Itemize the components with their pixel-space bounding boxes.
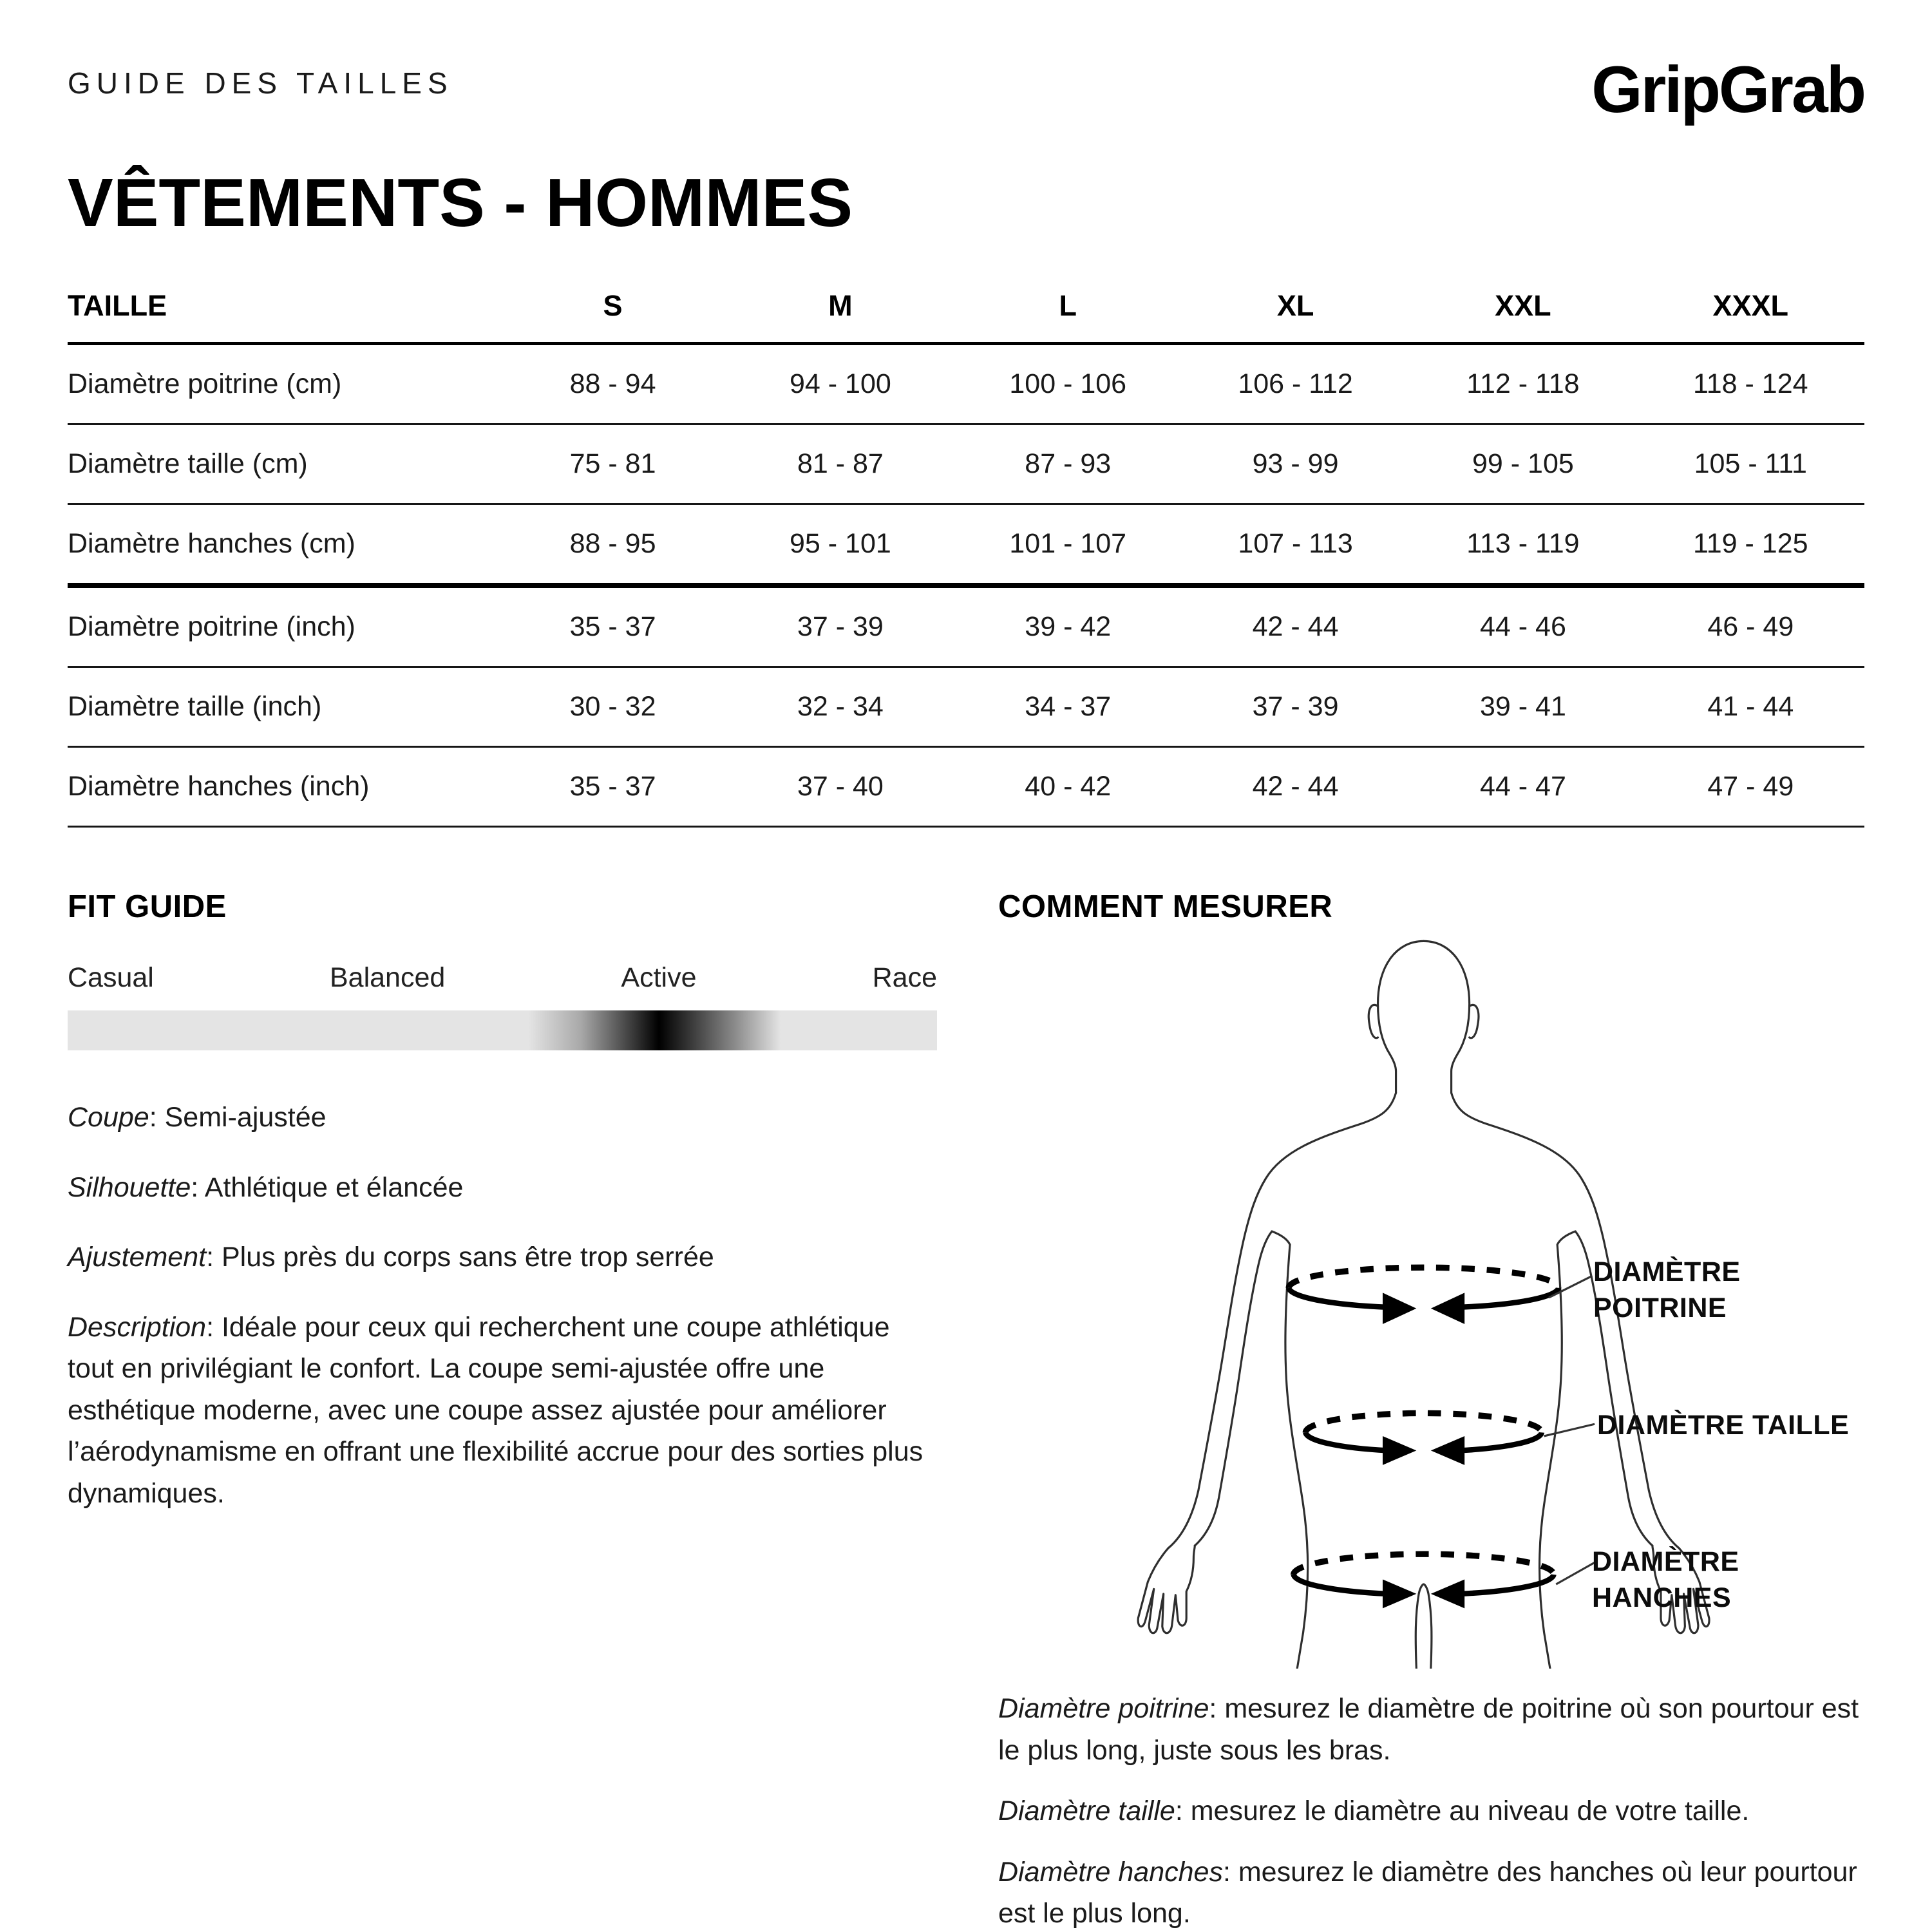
note-hips bbox=[998, 1852, 1864, 1932]
size-cell: 37 - 39 bbox=[797, 611, 884, 643]
fit-guide-section bbox=[68, 889, 937, 1932]
fit-scale-label-balanced: Balanced bbox=[329, 962, 446, 994]
size-cell: 34 - 37 bbox=[1025, 691, 1112, 723]
measure-notes bbox=[998, 1688, 1864, 1932]
size-cell: 118 - 124 bbox=[1693, 368, 1808, 400]
size-cell: 112 - 118 bbox=[1466, 368, 1580, 400]
hips-label-connector bbox=[1556, 1563, 1595, 1585]
size-column-header: XL bbox=[1276, 289, 1314, 323]
size-cell: 30 - 32 bbox=[569, 691, 656, 723]
fit-scale-gradient-bar bbox=[68, 1010, 937, 1050]
guide-eyebrow: GUIDE DES TAILLES bbox=[68, 66, 453, 100]
row-label: Diamètre taille (cm) bbox=[68, 448, 308, 480]
table-row bbox=[68, 585, 1864, 667]
size-cell: 105 - 111 bbox=[1694, 448, 1807, 480]
page-title: VÊTEMENTS - HOMMES bbox=[68, 165, 853, 241]
size-cell: 94 - 100 bbox=[789, 368, 891, 400]
table-row bbox=[68, 424, 1864, 504]
chest-label-line2: POITRINE bbox=[1593, 1293, 1727, 1324]
row-label: Diamètre poitrine (cm) bbox=[68, 368, 342, 400]
size-cell: 37 - 40 bbox=[797, 771, 884, 802]
measurement-figure bbox=[998, 934, 1864, 1678]
detail-text: : Athlétique et élancée bbox=[191, 1171, 464, 1203]
detail-label: Ajustement bbox=[68, 1242, 207, 1273]
arrow-left-icon bbox=[1431, 1580, 1464, 1609]
size-cell: 81 - 87 bbox=[797, 448, 884, 480]
arrow-left-icon bbox=[1431, 1436, 1464, 1465]
fit-scale-label-active: Active bbox=[621, 962, 697, 994]
note-label: Diamètre taille bbox=[998, 1795, 1175, 1827]
fit-scale-label-casual: Casual bbox=[68, 962, 154, 994]
size-cell: 75 - 81 bbox=[569, 448, 656, 480]
size-cell: 106 - 112 bbox=[1238, 368, 1353, 400]
size-cell: 119 - 125 bbox=[1693, 528, 1808, 560]
fit-scale-labels bbox=[68, 962, 937, 994]
size-cell: 101 - 107 bbox=[1009, 528, 1127, 560]
table-row bbox=[68, 667, 1864, 747]
chest-label-line1: DIAMÈTRE bbox=[1593, 1256, 1741, 1288]
note-text: : mesurez le diamètre des hanches où leur pourtour est le plus long. bbox=[998, 1856, 1857, 1929]
detail-label: Coupe bbox=[68, 1102, 149, 1133]
row-label: Diamètre poitrine (inch) bbox=[68, 611, 355, 643]
size-table-header-row bbox=[68, 289, 1864, 344]
size-cell: 88 - 94 bbox=[569, 368, 656, 400]
hips-label-line1: DIAMÈTRE bbox=[1592, 1546, 1739, 1578]
size-cell: 47 - 49 bbox=[1707, 771, 1794, 802]
size-column-header: L bbox=[1059, 289, 1077, 323]
page-header bbox=[68, 53, 1864, 126]
how-to-measure-section bbox=[998, 889, 1864, 1932]
fit-scale-label-race: Race bbox=[872, 962, 937, 994]
hips-label-line2: HANCHES bbox=[1592, 1582, 1732, 1614]
waist-label-connector bbox=[1544, 1425, 1595, 1437]
arrow-right-icon bbox=[1383, 1436, 1416, 1465]
size-column-header: XXXL bbox=[1712, 289, 1789, 323]
row-label: Diamètre hanches (cm) bbox=[68, 528, 355, 560]
detail-label: Description bbox=[68, 1311, 207, 1343]
note-label: Diamètre poitrine bbox=[998, 1693, 1209, 1725]
fit-guide-heading: FIT GUIDE bbox=[68, 889, 227, 925]
size-cell: 37 - 39 bbox=[1252, 691, 1339, 723]
size-column-header: S bbox=[603, 289, 623, 323]
fit-detail-coupe bbox=[68, 1097, 937, 1139]
waist-measure-label bbox=[1597, 1408, 1849, 1444]
size-cell: 41 - 44 bbox=[1707, 691, 1794, 723]
how-to-measure-heading: COMMENT MESURER bbox=[998, 889, 1333, 925]
size-column-header: TAILLE bbox=[68, 289, 167, 323]
arrow-right-icon bbox=[1383, 1580, 1416, 1609]
detail-label: Silhouette bbox=[68, 1171, 191, 1203]
fit-detail-description bbox=[68, 1307, 937, 1515]
row-label: Diamètre hanches (inch) bbox=[68, 771, 370, 802]
note-chest bbox=[998, 1688, 1864, 1771]
note-text: : mesurez le diamètre au niveau de votre taille. bbox=[1175, 1795, 1750, 1827]
arrow-right-icon bbox=[1383, 1293, 1416, 1325]
size-cell: 42 - 44 bbox=[1252, 611, 1339, 643]
size-cell: 100 - 106 bbox=[1009, 368, 1127, 400]
size-cell: 95 - 101 bbox=[789, 528, 891, 560]
size-cell: 113 - 119 bbox=[1466, 528, 1580, 560]
size-cell: 42 - 44 bbox=[1252, 771, 1339, 802]
size-cell: 44 - 46 bbox=[1479, 611, 1566, 643]
lower-sections bbox=[68, 889, 1864, 1932]
note-label: Diamètre hanches bbox=[998, 1856, 1223, 1888]
chest-label-connector bbox=[1549, 1276, 1592, 1298]
chest-measure-ring bbox=[1289, 1267, 1592, 1324]
note-text: : mesurez le diamètre de poitrine où son pourtour est le plus long, juste sous les bras. bbox=[998, 1693, 1859, 1766]
size-table bbox=[68, 289, 1864, 828]
size-cell: 39 - 41 bbox=[1479, 691, 1566, 723]
size-cell: 35 - 37 bbox=[569, 771, 656, 802]
size-table-body bbox=[68, 344, 1864, 827]
size-cell: 44 - 47 bbox=[1479, 771, 1566, 802]
size-cell: 88 - 95 bbox=[569, 528, 656, 560]
fit-detail-ajustement bbox=[68, 1236, 937, 1278]
size-cell: 39 - 42 bbox=[1025, 611, 1112, 643]
size-cell: 35 - 37 bbox=[569, 611, 656, 643]
size-cell: 107 - 113 bbox=[1238, 528, 1353, 560]
size-cell: 99 - 105 bbox=[1472, 448, 1574, 480]
chest-measure-label bbox=[1593, 1255, 1741, 1327]
fit-detail-silhouette bbox=[68, 1167, 937, 1209]
table-row bbox=[68, 747, 1864, 827]
table-row bbox=[68, 504, 1864, 586]
size-table-head bbox=[68, 289, 1864, 344]
waist-label-line1: DIAMÈTRE TAILLE bbox=[1597, 1410, 1850, 1441]
size-cell: 87 - 93 bbox=[1025, 448, 1112, 480]
row-label: Diamètre taille (inch) bbox=[68, 691, 322, 723]
detail-text: : Semi-ajustée bbox=[149, 1102, 327, 1133]
detail-text: : Plus près du corps sans être trop serrée bbox=[206, 1242, 714, 1273]
size-cell: 40 - 42 bbox=[1025, 771, 1112, 802]
size-column-header: XXL bbox=[1495, 289, 1551, 323]
size-cell: 46 - 49 bbox=[1707, 611, 1794, 643]
note-waist bbox=[998, 1790, 1864, 1832]
gripgrab-logo: GripGrab bbox=[1591, 53, 1864, 126]
hips-measure-label bbox=[1592, 1544, 1739, 1616]
size-cell: 32 - 34 bbox=[797, 691, 884, 723]
detail-text: : Idéale pour ceux qui recherchent une coupe athlétique tout en privilégiant le confort. La coupe semi-ajustée offre une esthétique moderne, avec une coupe assez ajustée pour améliorer l’aérodynamisme en offrant une flexibilité accrue pour des sorties plus dynamiques. bbox=[68, 1311, 923, 1509]
size-cell: 93 - 99 bbox=[1252, 448, 1339, 480]
fit-guide-details bbox=[68, 1097, 937, 1514]
table-row bbox=[68, 344, 1864, 424]
size-column-header: M bbox=[828, 289, 853, 323]
arrow-left-icon bbox=[1431, 1293, 1464, 1325]
hips-measure-ring bbox=[1294, 1554, 1595, 1608]
